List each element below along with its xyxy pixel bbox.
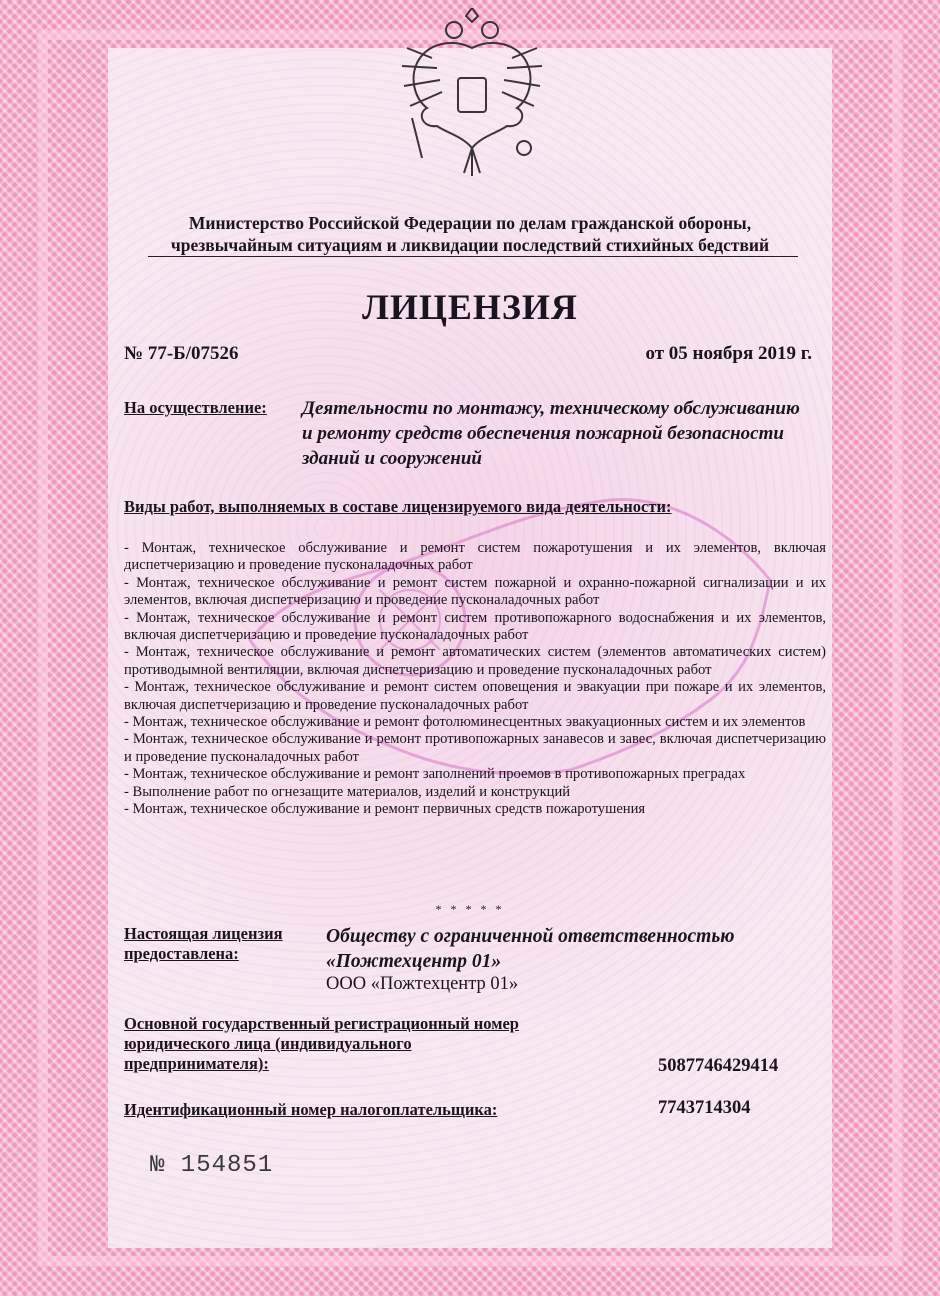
ministry-name: [100, 212, 840, 256]
list-item: - Монтаж, техническое обслуживание и ремонт первичных средств пожаротушения: [124, 801, 646, 818]
inn-label: Идентификационный номер налогоплательщика:: [124, 1100, 498, 1119]
list-item: - Выполнение работ по огнезащите материалов, изделий и конструкций: [124, 783, 571, 800]
ministry-divider: [148, 256, 798, 257]
ogrn-value: 5087746429414: [658, 1056, 779, 1076]
ogrn-label: Основной государственный регистрационный номер юридического лица (индивидуального предпринимателя):: [124, 1014, 519, 1073]
works-list: [124, 540, 826, 819]
license-date: от 05 ноября 2019 г.: [645, 343, 812, 364]
activity-text: Деятельности по монтажу, техническому обслуживанию и ремонту средств обеспечения пожарной безопасности зданий и сооружений: [302, 398, 800, 469]
list-item: - Монтаж, техническое обслуживание и ремонт систем пожарной и охранно-пожарной сигнализации и их элементов, включая диспетчеризацию и проведение пусконаладочных работ: [124, 574, 826, 609]
coat-of-arms-emblem: [392, 8, 552, 178]
list-item: - Монтаж, техническое обслуживание и ремонт противопожарных занавесов и завес, включая диспетчеризацию и проведение пусконаладочных работ: [124, 731, 826, 765]
list-item: - Монтаж, техническое обслуживание и ремонт систем оповещения и эвакуации при пожаре и их элементов, включая диспетчеризацию и проведение пусконаладочных работ: [124, 679, 826, 713]
license-number: № 77-Б/07526: [124, 343, 239, 364]
list-item: - Монтаж, техническое обслуживание и ремонт заполнений проемов в противопожарных преградах: [124, 766, 746, 783]
activity-label: На осуществление:: [124, 398, 267, 417]
list-item: - Монтаж, техническое обслуживание и ремонт систем противопожарного водоснабжения и их элементов, включая диспетчеризацию и проведение пусконаладочных работ: [124, 609, 826, 644]
list-item: - Монтаж, техническое обслуживание и ремонт систем пожаротушения и их элементов, включая диспетчеризацию и проведение пусконаладочных работ: [124, 540, 826, 574]
inn-value: 7743714304: [658, 1098, 751, 1118]
ministry-line-2: чрезвычайным ситуациям и ликвидации последствий стихийных бедствий: [170, 235, 770, 255]
list-item: - Монтаж, техническое обслуживание и ремонт автоматических систем (элементов автоматических систем) противодымной вентиляции, включая диспетчеризацию и проведение пусконаладочных работ: [124, 644, 826, 678]
ministry-line-1: Министерство Российской Федерации по делам гражданской обороны,: [188, 213, 752, 233]
document-title: ЛИЦЕНЗИЯ: [362, 287, 578, 327]
licensee-full-name: Обществу с ограниченной ответственностью «Пожтехцентр 01»: [326, 926, 735, 972]
licensee-label: Настоящая лицензия предоставлена:: [124, 924, 283, 963]
licensee-short-name: ООО «Пожтехцентр 01»: [326, 974, 519, 994]
section-separator: * * * * *: [435, 902, 505, 916]
form-serial-number: № 154851: [150, 1152, 274, 1179]
list-item: - Монтаж, техническое обслуживание и ремонт фотолюминесцентных эвакуационных систем и их элементов: [124, 714, 806, 731]
works-heading: Виды работ, выполняемых в составе лицензируемого вида деятельности:: [124, 497, 672, 516]
